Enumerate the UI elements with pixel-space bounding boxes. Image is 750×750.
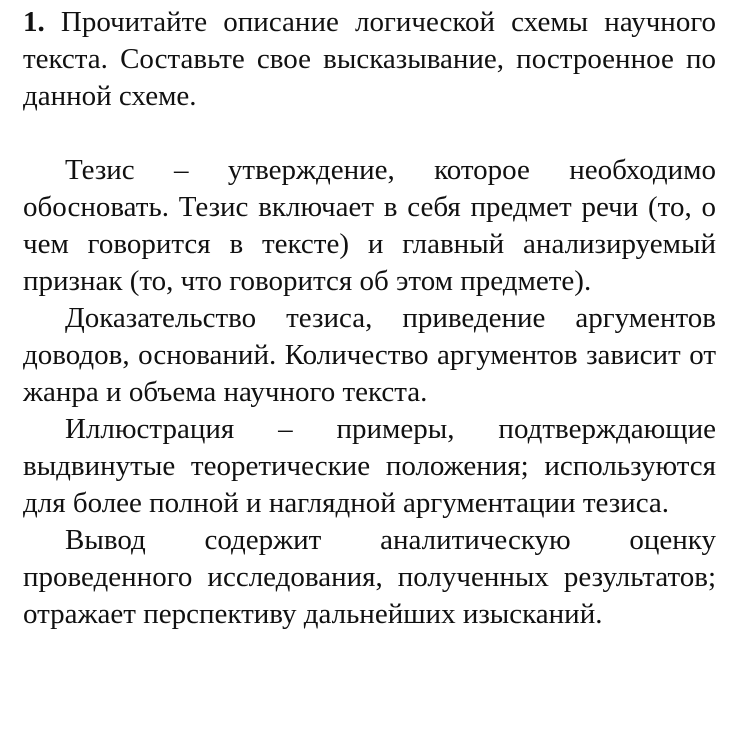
paragraph-illustration: Иллюстрация – примеры, подтверждающие выдвинутые теоретические положения; используются для более полной и наглядной аргументации тезиса.: [23, 413, 716, 519]
task-statement: [23, 4, 716, 115]
paragraph-proof: Доказательство тезиса, приведение аргументов доводов, оснований. Количество аргументов зависит от жанра и объема научного текста.: [23, 302, 716, 408]
paragraph-thesis: Тезис – утверждение, которое необходимо обосновать. Тезис включает в себя предмет речи (то, о чем говорится в тексте) и главный анализируемый признак (то, что говорится об этом предмете).: [23, 154, 716, 297]
task-text: Прочитайте описание логической схемы научного текста. Составьте свое высказывание, построенное по данной схеме.: [23, 6, 716, 112]
task-number: 1.: [23, 6, 45, 38]
paragraph-conclusion: Вывод содержит аналитическую оценку проведенного исследования, полученных результатов; отражает перспективу дальнейших изысканий.: [23, 524, 716, 630]
document-page: [23, 4, 716, 633]
